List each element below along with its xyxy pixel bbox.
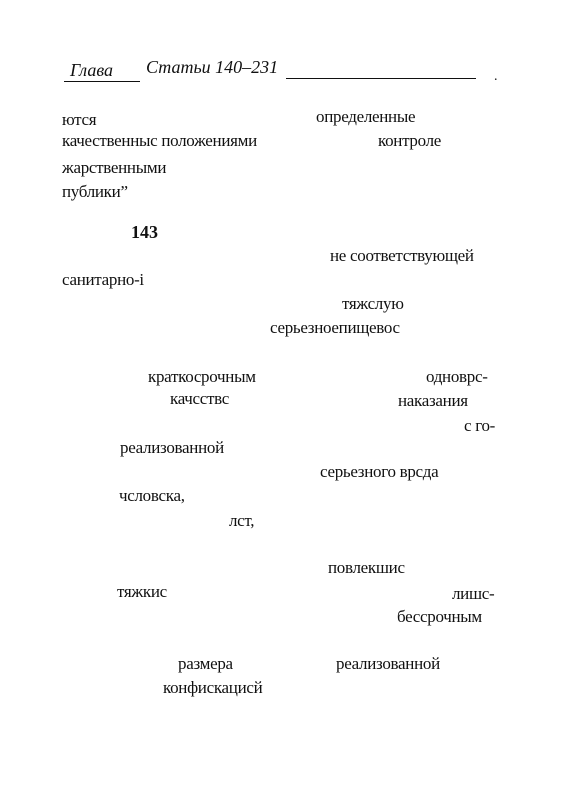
text-fragment: тяжкис — [117, 582, 167, 601]
text-fragment: краткосрочным — [148, 367, 256, 386]
text-fragment: качсствс — [170, 389, 230, 408]
stray-mark: . — [494, 69, 498, 84]
article-number: 143 — [131, 222, 158, 242]
text-fragment: повлекшис — [328, 558, 405, 577]
text-fragment: тяжслую — [342, 294, 404, 313]
text-fragment: размера — [178, 654, 233, 673]
text-fragment: с го- — [464, 416, 496, 435]
text-fragment: наказания — [398, 391, 468, 410]
text-fragment: санитарно-і — [62, 270, 144, 289]
text-fragment: жарственными — [62, 158, 167, 177]
text-fragment: ются — [62, 110, 97, 129]
text-fragment: лишс- — [452, 584, 495, 603]
text-fragment: реализованной — [120, 438, 224, 457]
text-fragment: бессрочным — [397, 607, 482, 626]
header-rule — [286, 78, 476, 79]
text-fragment: публики” — [62, 182, 128, 201]
chapter-underline — [64, 81, 140, 82]
page-header — [64, 57, 504, 86]
text-fragment: лст, — [229, 511, 255, 530]
text-fragment: не соответствующей — [330, 246, 474, 265]
text-fragment: реализованной — [336, 654, 440, 673]
text-fragment: определенные — [316, 107, 416, 126]
text-fragment: чсловска, — [119, 486, 185, 505]
text-fragment: контроле — [378, 131, 442, 150]
chapter-label: Глава — [70, 60, 114, 80]
text-fragment: конфискацисй — [163, 678, 263, 697]
text-fragment: одноврс- — [426, 367, 488, 386]
text-fragment: серьезноепищевос — [270, 318, 400, 337]
articles-range: Статьи 140–231 — [146, 57, 279, 77]
text-fragment: серьезного врсда — [320, 462, 439, 481]
text-fragment: качественныс положениями — [62, 131, 257, 150]
